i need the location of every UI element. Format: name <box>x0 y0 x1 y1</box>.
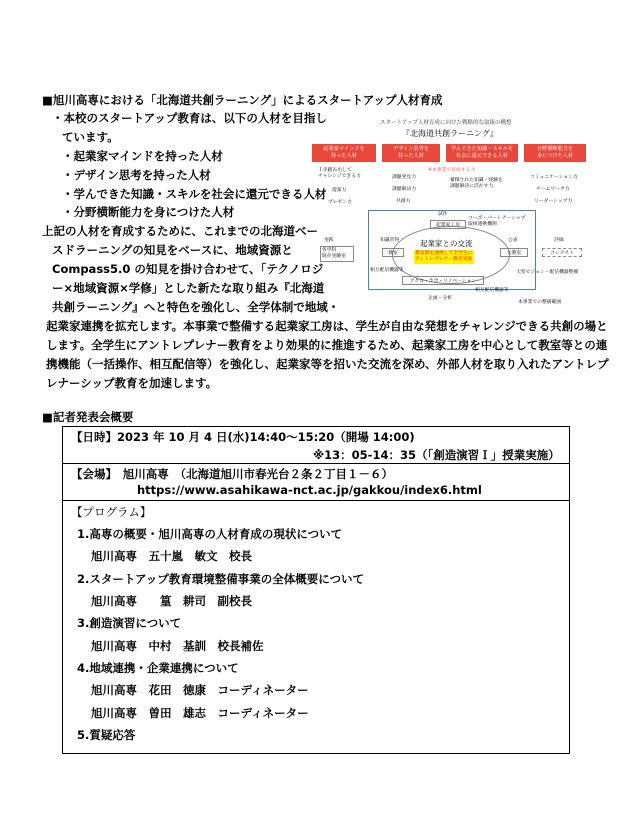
section-title-startup: ■旭川高専における「北海道共創ラーニング」によるスタートアップ人材育成 <box>42 93 443 107</box>
flow-label: 公表 <box>508 238 518 243</box>
event-info-box <box>62 426 570 754</box>
skill-label: リーダーシップ力 <box>534 199 573 204</box>
program-item: 3.創造演習について <box>77 616 182 630</box>
goal-box: 学んできた知識・スキルを 社会に還元できる人材 <box>446 144 518 162</box>
skill-label: チームワーク力 <box>536 187 570 192</box>
venue-row <box>63 464 569 501</box>
section-title-press: ■記者発表会概要 <box>42 410 134 424</box>
skill-label: 提案力 <box>332 188 347 193</box>
venue-url[interactable]: https://www.asahikawa-nct.ac.jp/gakkou/index6.html <box>137 483 482 497</box>
workshop-box: 起業家工房 <box>430 220 466 229</box>
goal-box: 起業家マインドを 持った人材 <box>312 144 376 162</box>
paragraph-line: 起業家連携を拡充します。本事業で整備する起業家工房は、学生が自由な発想をチャレンジできる共創の場と <box>46 319 608 333</box>
skill-label: コミュニケーション力 <box>530 175 578 180</box>
hall-box: 大教室 <box>500 248 528 257</box>
flow-label: 評価 <box>554 238 564 243</box>
bullet-item: ・デザイン思考を持った人材 <box>62 168 211 182</box>
flow-label: 試作 <box>438 212 448 217</box>
paragraph-line: します。全学生にアントレプレナー教育をより効果的に推進するため、起業家工房を中心として教室等との連 <box>46 338 608 352</box>
yellow-note: 教室間を連携して全学生に アントレプレナー教育実施 <box>415 251 473 262</box>
skill-label: 蓄積された知識・経験を 課題解決に活かす力 <box>450 178 503 189</box>
program-speaker: 旭川高専 曽田 雄志 コーディネーター <box>91 706 309 720</box>
program-label: 【プログラム】 <box>71 505 152 519</box>
scope-note: 本事業での整備範囲 <box>518 300 562 305</box>
skill-label: １歩踏み出して チャレンジできる力 <box>318 168 361 179</box>
paragraph-line: 携機能（一括操作、相互配信等）を強化し、起業家等を招いた交流を深め、外部人材を取り入れたアントレプ <box>46 357 609 371</box>
program-item: 4.地域連携・企業連携について <box>77 661 239 675</box>
paragraph-line: レナーシップ教育を加速します。 <box>46 376 218 390</box>
lab-box: 各学科 既存実験室 <box>320 246 354 262</box>
paragraph-line: ー×地域資源×学修」とした新たな取り組み『北海道 <box>52 281 325 295</box>
intro-line: ています。 <box>62 130 119 144</box>
program-speaker: 旭川高専 五十嵐 敏文 校長 <box>91 549 252 563</box>
program-speaker: 旭川高専 篁 耕司 副校長 <box>91 594 252 608</box>
date-line: 【日時】2023 年 10 月 4 日(水)14:40～15:20（開場 14:00) <box>71 430 415 444</box>
intro-line: ・本校のスタートアップ教育は、以下の人材を目指し <box>52 111 327 125</box>
skill-note: ※本事業で育成する力 <box>428 168 476 173</box>
date-sub: ※13：05-14：35（「創造演習Ｉ」授業実施） <box>313 448 560 462</box>
fix-label: 相互配信機器等 <box>475 288 509 293</box>
goal-box: 分野横断能力を 身につけた人材 <box>524 144 586 162</box>
skill-label: 共創力 <box>396 199 411 204</box>
partner-label: コーポ・パートナーシップ 取組連携機関 <box>468 216 526 227</box>
paragraph-line: スドラーニングの知見をベースに、地域資源と <box>52 243 293 257</box>
skill-label: 課題解決力 <box>392 187 416 192</box>
bullet-item: ・起業家マインドを持った人材 <box>62 149 223 163</box>
paragraph-line: 上記の人材を育成するために、これまでの北海道ベー <box>42 224 318 238</box>
goal-box: デザイン思考を 持った人材 <box>382 144 440 162</box>
paragraph-line: Compass5.0 の知見を掛け合わせて、「テクノロジ <box>52 262 324 276</box>
program-speaker: 旭川高専 花田 徳康 コーディネーター <box>91 683 309 697</box>
acro-box: アクロ・ラボ・リノベーション <box>402 276 484 285</box>
vision-label: 大型ビジョン・配信機器整備 <box>516 270 579 275</box>
skill-label: プレゼン力 <box>328 200 352 205</box>
program-item: 1.高専の概要・旭川高専の人材育成の現状について <box>77 527 343 541</box>
paragraph-line: 共創ラーニング』へと特色を強化し、全学体制で地域・ <box>52 300 340 314</box>
fix-label: 相互配信機器等 <box>370 268 404 273</box>
learning-diagram <box>310 118 588 314</box>
flow-label: 知識習得 <box>380 238 400 243</box>
bullet-item: ・分野横断能力を身につけた人材 <box>62 205 235 219</box>
date-row <box>63 427 569 464</box>
program-speaker: 旭川高専 中村 基訓 校長補佐 <box>91 639 264 653</box>
center-label: 起業家との交流 <box>420 239 473 248</box>
flow-label: 実践 <box>324 238 334 243</box>
diagram-title: 『北海道共創ラーニング』 <box>402 129 498 138</box>
program-item: 2.スタートアップ教育環境整備事業の全体概要について <box>77 572 364 586</box>
contest-box: コンテスト <box>542 248 582 257</box>
program-item: 5.質疑応答 <box>77 728 136 742</box>
venue-line: 【会場】 旭川高専 （北海道旭川市春光台２条２丁目１－６） <box>71 467 393 481</box>
bullet-item: ・学んできた知識・スキルを社会に還元できる人材 <box>62 187 327 201</box>
skill-label: 課題発見力 <box>392 175 416 180</box>
classroom-box: 教室 <box>382 248 404 257</box>
diagram-caption: スタートアップ人材育成に向けた戦略的な取組の構想 <box>380 120 512 126</box>
flow-label: 企画・分析 <box>428 296 452 301</box>
